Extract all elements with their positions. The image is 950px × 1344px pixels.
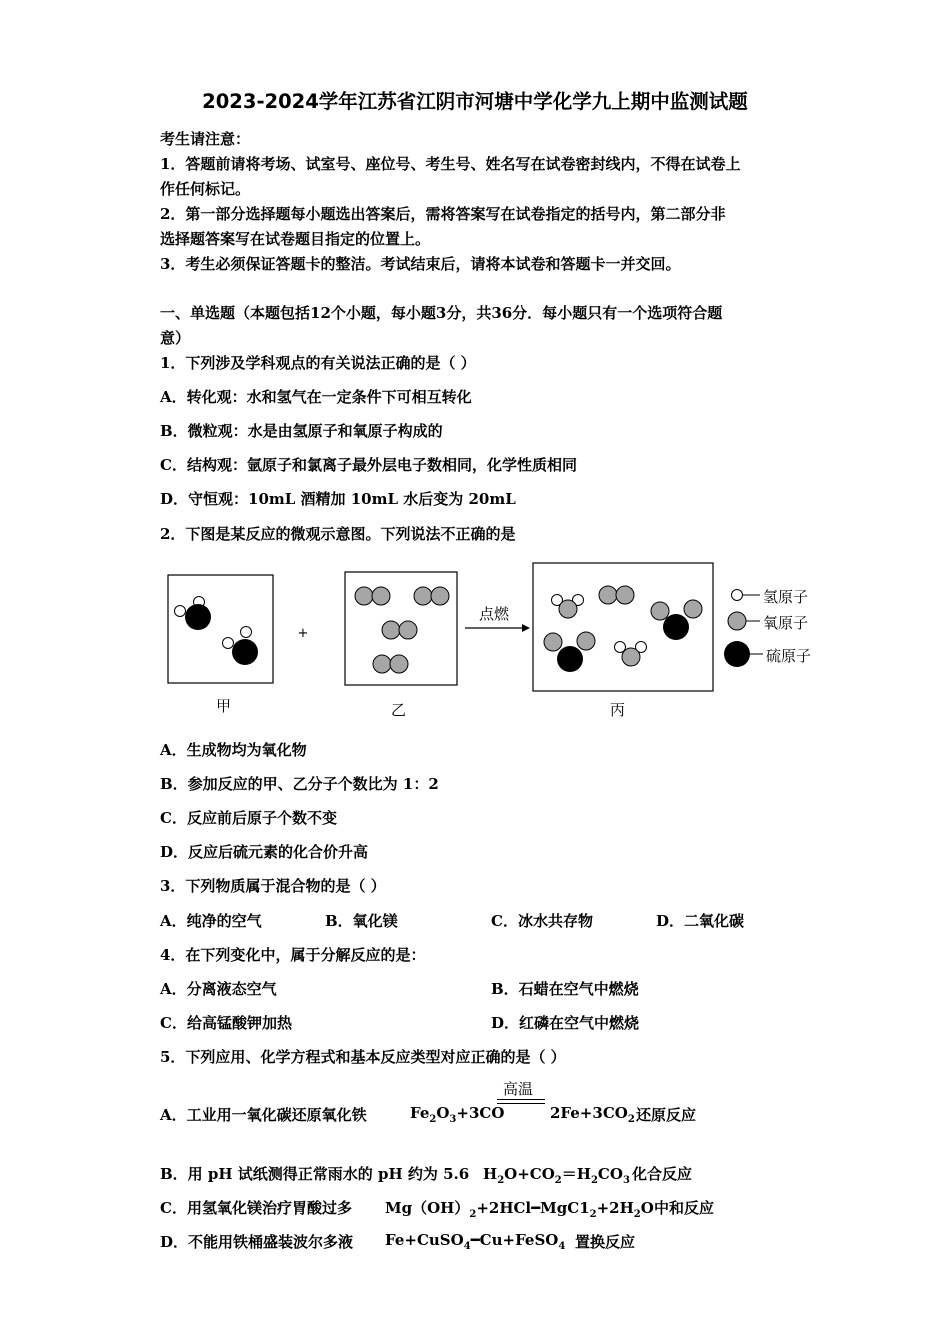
section-heading-cont: 意） — [160, 329, 191, 347]
q1-stem: 1．下列涉及学科观点的有关说法正确的是（ ） — [160, 354, 476, 372]
q4-option-d: D．红磷在空气中燃烧 — [491, 1014, 640, 1032]
q5-option-d: D．不能用铁桶盛装波尔多液 — [160, 1233, 354, 1251]
molecule-h2s — [175, 597, 212, 631]
legend-oxygen-label: 氧原子 — [763, 614, 809, 632]
q1-option-b: B．微粒观：水是由氢原子和氧原子构成的 — [160, 422, 443, 440]
notice-heading: 考生请注意： — [160, 130, 251, 148]
q2-option-a: A．生成物均为氧化物 — [160, 741, 307, 759]
legend — [724, 590, 763, 668]
legend-sulfur-label: 硫原子 — [766, 647, 812, 665]
q4-stem: 4．在下列变化中，属于分解反应的是： — [160, 946, 426, 964]
q5-a-equation-right: $2Fe+3CO_2$ — [550, 1104, 635, 1125]
q2-option-c: C．反应前后原子个数不变 — [160, 809, 337, 827]
notice-item: 选择题答案写在试卷题目指定的位置上。 — [160, 230, 431, 248]
label-yi: 乙 — [391, 701, 407, 719]
page-title: 2023-2024学年江苏省江阴市河塘中学化学九上期中监测试题 — [202, 90, 748, 113]
q5-c-equation: $Mg(OH)_2+2HCl━MgC1_2+2H_2O$ — [385, 1199, 654, 1220]
arrow-head — [522, 624, 530, 632]
q5-a-type: 还原反应 — [636, 1106, 697, 1124]
arrow-label: 点燃 — [478, 605, 510, 623]
q5-option-a — [160, 1104, 367, 1125]
q1-option-d: D．守恒观：10mL 酒精加 10mL 水后变为 20mL — [160, 490, 516, 508]
equation-bar — [497, 1099, 545, 1100]
legend-hydrogen-label: 氢原子 — [763, 588, 809, 606]
q3-option-c: C．冰水共存物 — [491, 912, 593, 930]
q5-a-text: A．工业用一氧化碳还原氧化铁 — [160, 1106, 367, 1124]
q3-option-d: D．二氧化碳 — [656, 912, 745, 930]
q5-a-equation-left: $Fe_2O_3+3CO$ — [410, 1104, 505, 1125]
molecule-h2s — [223, 627, 259, 666]
q4-option-c: C．给高锰酸钾加热 — [160, 1014, 292, 1032]
q5-option-b: B．用 pH 试纸测得正常雨水的 pH 约为 5.6 — [160, 1165, 470, 1183]
q4-option-b: B．石蜡在空气中燃烧 — [491, 980, 639, 998]
q5-stem: 5．下列应用、化学方程式和基本反应类型对应正确的是（ ） — [160, 1048, 566, 1066]
molecule-h2o — [552, 595, 584, 619]
q2-stem: 2．下图是某反应的微观示意图。下列说法不正确的是 — [160, 525, 516, 543]
molecule-so2 — [544, 632, 595, 672]
notice-item: 2．第一部分选择题每小题选出答案后，需将答案写在试卷指定的括号内，第二部分非 — [160, 205, 726, 223]
q5-b-type: 化合反应 — [632, 1165, 693, 1183]
q4-option-a: A．分离液态空气 — [160, 980, 277, 998]
q5-d-equation: Fe+CuSO$_4$━Cu+FeSO$_4$ — [385, 1231, 566, 1252]
box-jia — [168, 575, 273, 683]
plus-sign: + — [297, 626, 309, 641]
section-heading: 一、单选题（本题包括12个小题，每小题3分，共36分．每小题只有一个选项符合题 — [160, 304, 723, 322]
molecule-so2 — [651, 600, 702, 640]
reaction-svg — [160, 555, 840, 725]
q5-b-equation: $H_2O+CO_2=H_2CO_3$ — [483, 1165, 630, 1186]
legend-oxygen-icon — [728, 612, 746, 630]
q5-d-type: 置换反应 — [575, 1233, 636, 1251]
molecule-o2 — [599, 586, 634, 604]
q1-option-a: A．转化观：水和氢气在一定条件下可相互转化 — [160, 388, 472, 406]
reaction-diagram — [160, 555, 840, 725]
label-bing: 丙 — [610, 701, 626, 719]
q3-option-b: B．氧化镁 — [325, 912, 398, 930]
label-jia: 甲 — [216, 697, 232, 715]
q2-option-b: B．参加反应的甲、乙分子个数比为 1：2 — [160, 775, 439, 793]
molecule-o2-group — [355, 587, 449, 673]
q5-option-c: C．用氢氧化镁治疗胃酸过多 — [160, 1199, 352, 1217]
q1-option-c: C．结构观：氩原子和氯离子最外层电子数相同，化学性质相同 — [160, 456, 577, 474]
notice-item: 3．考生必须保证答题卡的整洁。考试结束后，请将本试卷和答题卡一并交回。 — [160, 255, 681, 273]
q3-stem: 3．下列物质属于混合物的是（ ） — [160, 877, 386, 895]
molecule-h2o — [615, 642, 647, 667]
q5-c-type: 中和反应 — [654, 1199, 715, 1217]
q3-option-a: A．纯净的空气 — [160, 912, 262, 930]
q5-a-condition: 高温 — [503, 1080, 534, 1098]
q2-option-d: D．反应后硫元素的化合价升高 — [160, 843, 369, 861]
notice-item: 作任何标记。 — [160, 180, 251, 198]
legend-sulfur-icon — [724, 641, 750, 667]
notice-item: 1．答题前请将考场、试室号、座位号、考生号、姓名写在试卷密封线内，不得在试卷上 — [160, 155, 741, 173]
legend-hydrogen-icon — [732, 590, 743, 601]
